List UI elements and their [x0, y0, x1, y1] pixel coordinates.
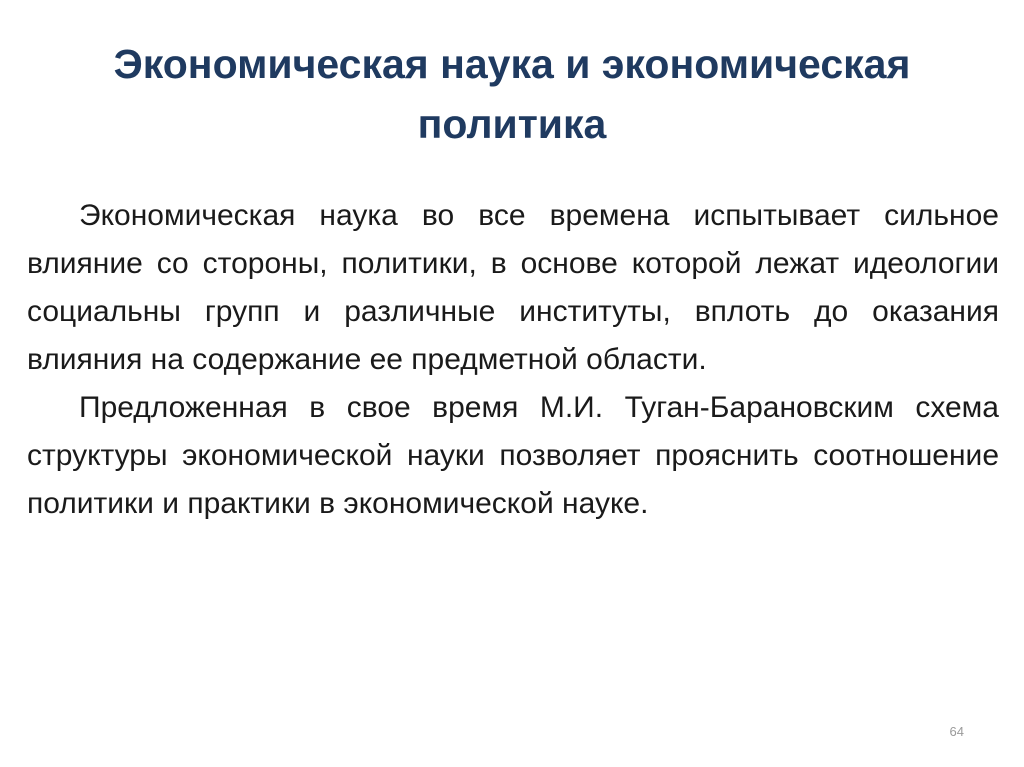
slide-number: 64: [949, 724, 964, 739]
slide-title-line-1: Экономическая наука и экономическая: [113, 41, 911, 87]
paragraph-2: Предложенная в свое время М.И. Туган-Барановским схема структуры экономической науки позволяет прояснить соотношение политики и практики в экономической науке.: [27, 391, 999, 520]
slide-body: [27, 192, 999, 528]
slide-title: [0, 34, 1024, 154]
slide-title-line-2: политика: [417, 101, 607, 147]
paragraph-1: Экономическая наука во все времена испытывает сильное влияние со стороны, политики, в основе которой лежат идеологии социальны групп и различные институты, вплоть до оказания влияния на содержание ее предметной области.: [27, 199, 999, 376]
